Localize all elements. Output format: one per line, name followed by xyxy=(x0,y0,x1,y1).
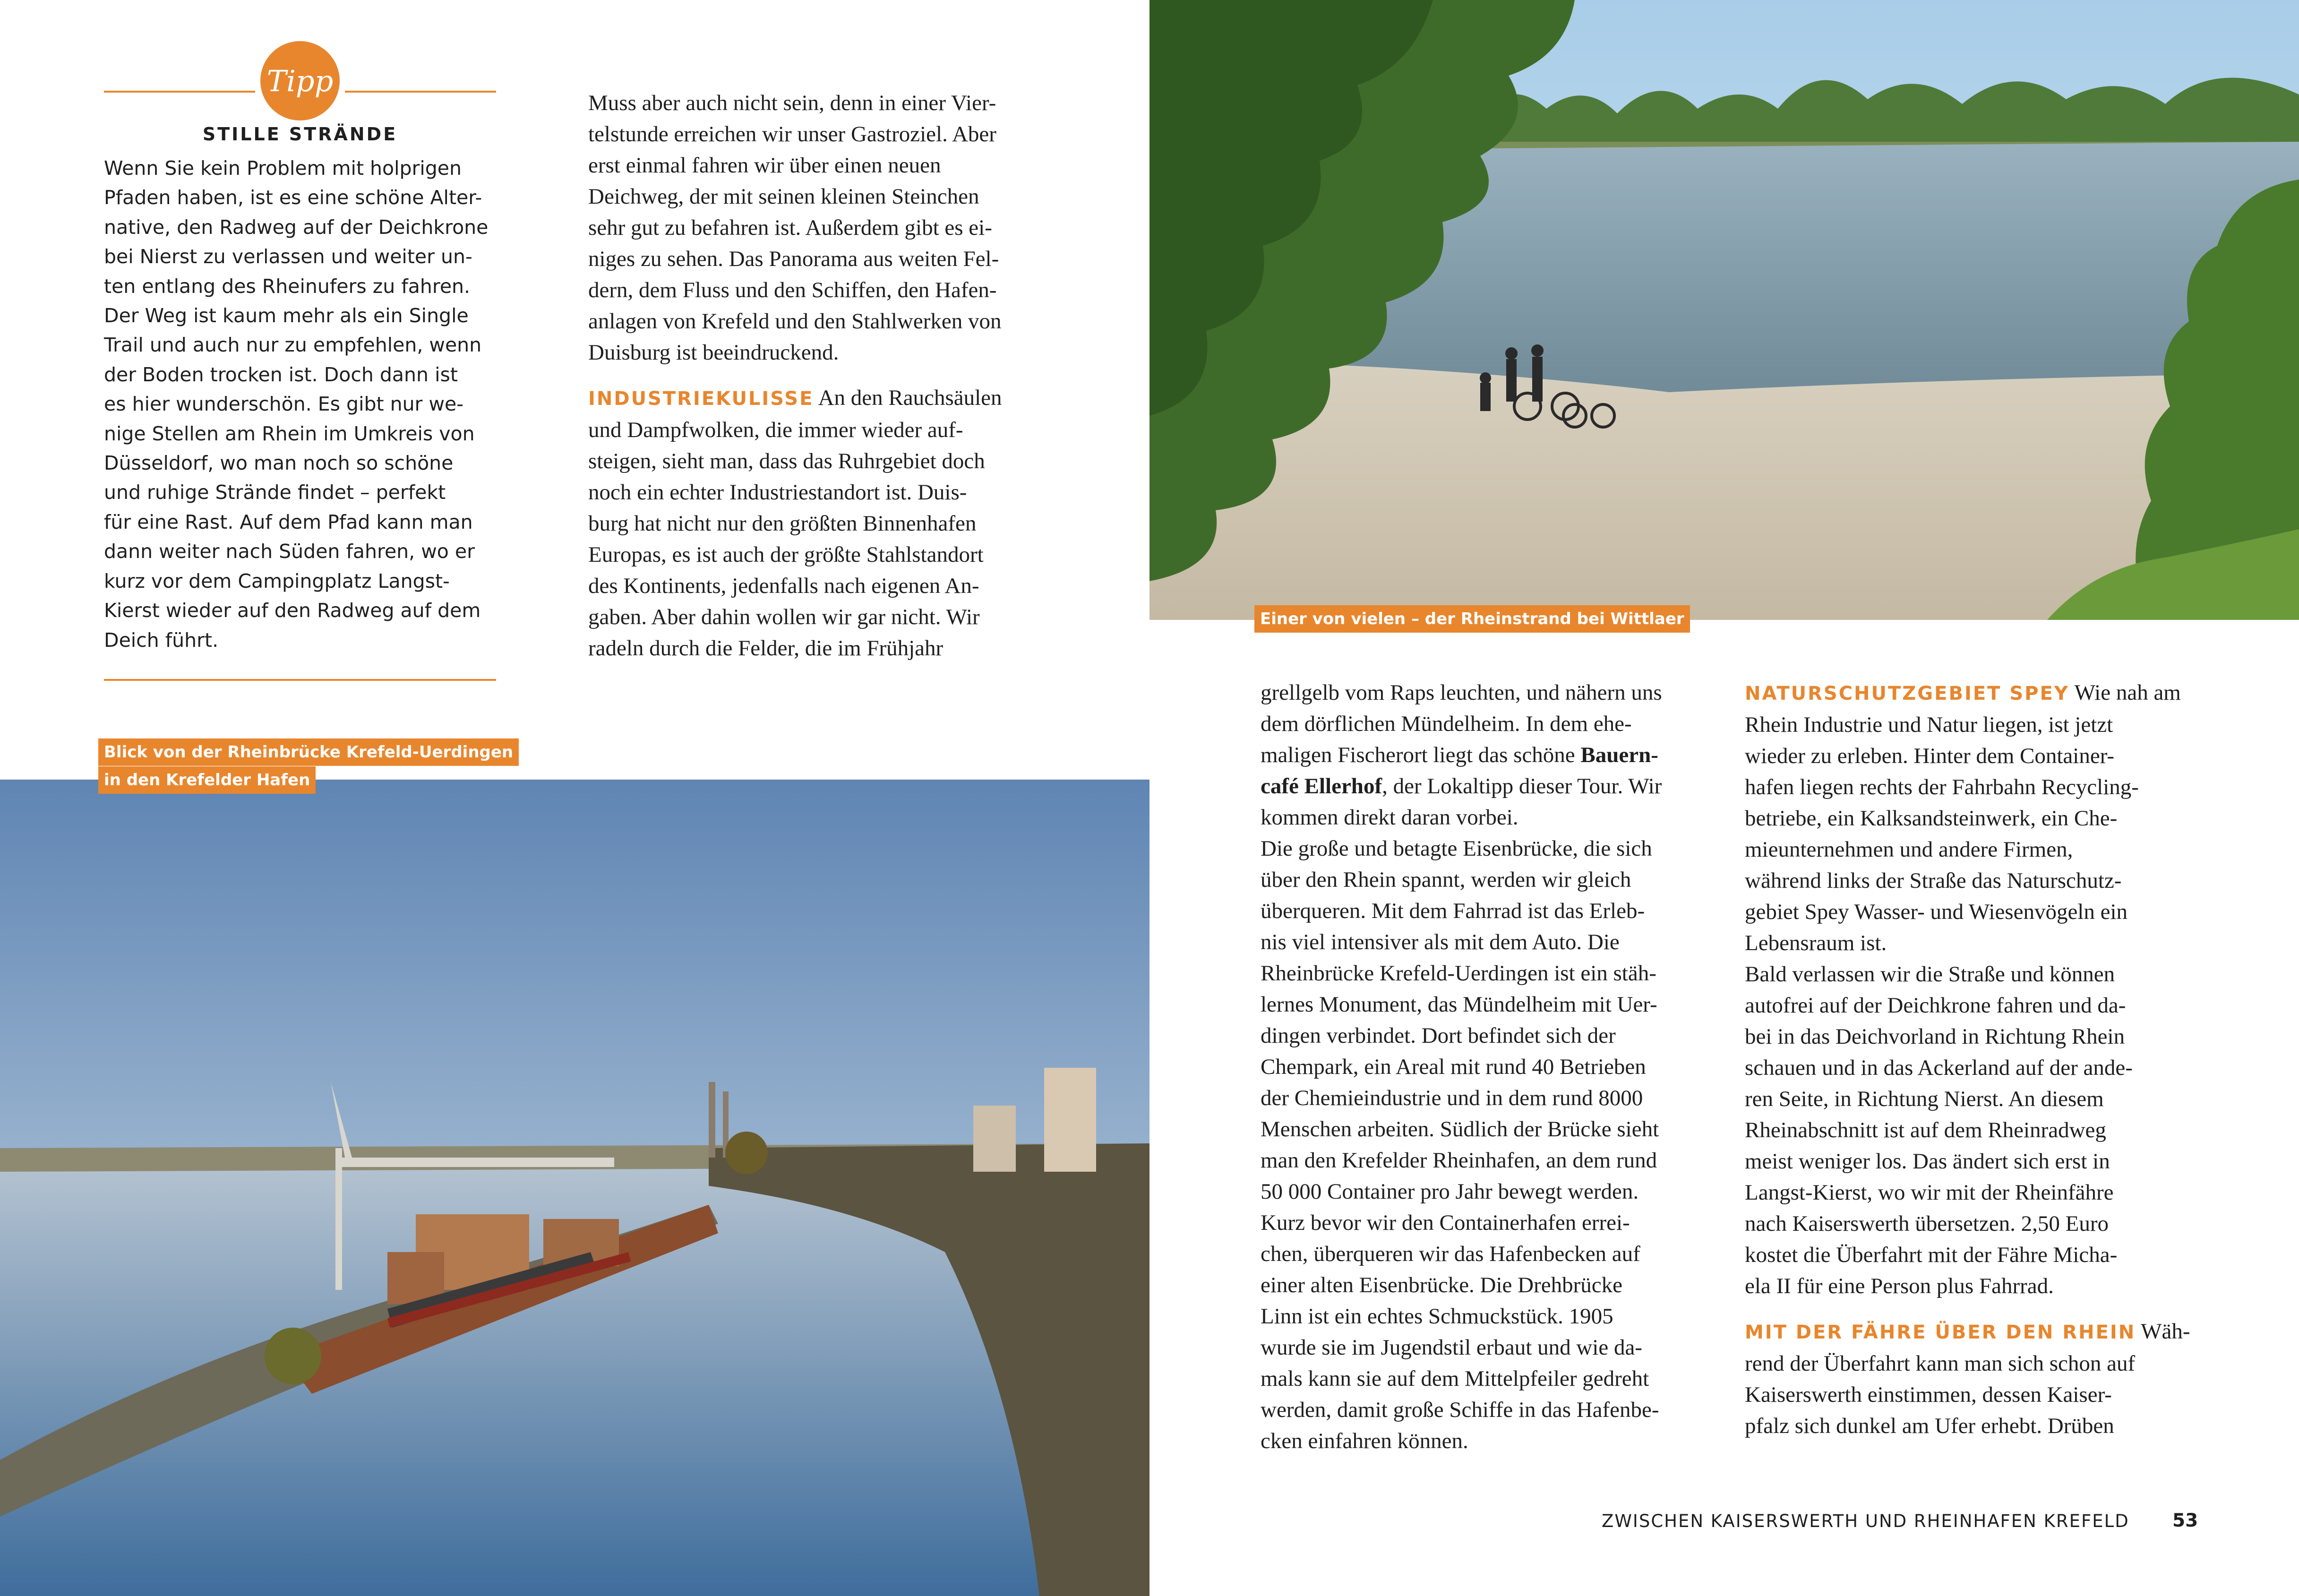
column-3-text-1: grellgelb vom Raps leuchten, und nähern uns dem dörflichen Mündelheim. In dem ehe- maligen Fischerort liegt das schöne xyxy=(1261,680,1662,767)
bauerncafe-ellerhof: Bauern- café Ellerhof xyxy=(1261,743,1658,798)
column-2-paragraph-2: An den Rauchsäulen und Dampfwolken, die immer wieder auf- steigen, sieht man, dass das Ruhrgebiet doch noch ein echter Industriestandort ist. Duis- burg hat nicht nur den größten Binnenhafen Europas, es ist auch der größte Stahlstandort des Kontinents, jedenfalls nach eigenen An- gaben. Aber dahin wollen wir gar nicht. Wir radeln durch die Felder, die im Frühjahr xyxy=(588,386,1002,661)
column-4 xyxy=(1745,677,2217,1442)
column-2-paragraph-1: Muss aber auch nicht sein, denn in einer Vier- telstunde erreichen wir unser Gastroziel. Aber erst einmal fahren wir über einen neuen Deichweg, der mit seinen kleinen Steinchen sehr gut zu befahren ist. Außerdem gibt es ei- niges zu sehen. Das Panorama aus weiten Fel- dern, dem Fluss und den Schiffen, den Hafen- anlagen von Krefeld und den Stahlwerken von Duisburg ist beeindruckend. xyxy=(588,91,1002,365)
tipp-top-rule-left xyxy=(104,91,255,93)
caption-krefelder-hafen-line2: in den Krefelder Hafen xyxy=(98,766,316,794)
column-3 xyxy=(1261,677,1733,1457)
photo-rheinstrand-wittlaer xyxy=(1150,0,2299,620)
page-number: 53 xyxy=(2172,1510,2198,1531)
caption-rheinstrand: Einer von vielen – der Rheinstrand bei Wittlaer xyxy=(1254,605,1690,633)
photo-krefelder-hafen xyxy=(0,780,1150,1596)
column-4-paragraph-1: Wie nah am Rhein Industrie und Natur liegen, ist jetzt wieder zu erleben. Hinter dem Container- hafen liegen rechts der Fahrbahn Recycling- betriebe, ein Kalksandsteinwerk, ein Che- mieunternehmen und andere Firmen, während links der Straße das Naturschutz- gebiet Spey Wasser- und Wiesenvögeln ein Lebensraum ist. Bald verlassen wir die Straße und können autofrei auf der Deichkrone fahren und da- bei in das Deichvorland in Richtung Rhein schauen und in das Ackerland auf der ande- ren Seite, in Richtung Nierst. An diesem Rheinabschnitt ist auf dem Rheinradweg meist weniger los. Das ändert sich erst in Langst-Kierst, wo wir mit der Rheinfähre nach Kaiserswerth übersetzen. 2,50 Euro kostet die Überfahrt mit der Fähre Micha- ela II für eine Person plus Fahrrad. xyxy=(1745,680,2181,1298)
running-title: ZWISCHEN KAISERSWERTH UND RHEINHAFEN KREFELD xyxy=(1602,1511,2129,1531)
tipp-top-rule-right xyxy=(345,91,496,93)
tipp-bottom-rule xyxy=(104,679,496,681)
heading-naturschutzgebiet-spey: NATURSCHUTZGEBIET SPEY xyxy=(1745,683,2069,704)
column-2 xyxy=(588,87,1051,664)
heading-industriekulisse: INDUSTRIEKULISSE xyxy=(588,388,814,410)
tipp-text: Wenn Sie kein Problem mit holprigen Pfaden haben, ist es eine schöne Alter- native, den Radweg auf der Deichkrone bei Nierst zu verlassen und weiter un- ten entlang des Rheinufers zu fahren. Der Weg ist kaum mehr als ein Single Trail und auch nur zu empfehlen, wenn der Boden trocken ist. Doch dann ist es hier wunderschön. Es gibt nur we- nige Stellen am Rhein im Umkreis von Düsseldorf, wo man noch so schöne und ruhige Strände findet – perfekt für eine Rast. Auf dem Pfad kann man dann weiter nach Süden fahren, wo er kurz vor dem Campingplatz Langst- Kierst wieder auf den Radweg auf dem Deich führt. xyxy=(104,157,489,652)
column-3-text-2: , der Lokaltipp dieser Tour. Wir kommen direkt daran vorbei. Die große und betagte Eisenbrücke, die sich über den Rhein spannt, werden wir gleich überqueren. Mit dem Fahrrad ist das Erleb- nis viel intensiver als mit dem Auto. Die Rheinbrücke Krefeld-Uerdingen ist ein stäh- lernes Monument, das Mündelheim mit Uer- dingen verbindet. Dort befindet sich der Chempark, ein Areal mit rund 40 Betrieben der Chemieindustrie und in dem rund 8000 Menschen arbeiten. Südlich der Brücke sieht man den Krefelder Rheinhafen, an dem rund 50 000 Container pro Jahr bewegt werden. Kurz bevor wir den Containerhafen errei- chen, überqueren wir das Hafenbecken auf einer alten Eisenbrücke. Die Drehbrücke Linn ist ein echtes Schmuckstück. 1905 wurde sie im Jugendstil erbaut und wie da- mals kann sie auf dem Mittelpfeiler gedreht werden, damit große Schiffe in das Hafenbe- cken einfahren können. xyxy=(1261,774,1662,1453)
caption-krefelder-hafen-line1: Blick von der Rheinbrücke Krefeld-Uerdingen xyxy=(98,738,519,766)
tipp-title: STILLE STRÄNDE xyxy=(202,124,398,145)
tipp-badge: Tipp xyxy=(260,41,340,120)
column-4-paragraph-2: Wäh- rend der Überfahrt kann man sich schon auf Kaiserswerth einstimmen, dessen Kaiser- pfalz sich dunkel am Ufer erhebt. Drüben xyxy=(1745,1319,2190,1438)
heading-mit-der-faehre: MIT DER FÄHRE ÜBER DEN RHEIN xyxy=(1745,1321,2136,1343)
